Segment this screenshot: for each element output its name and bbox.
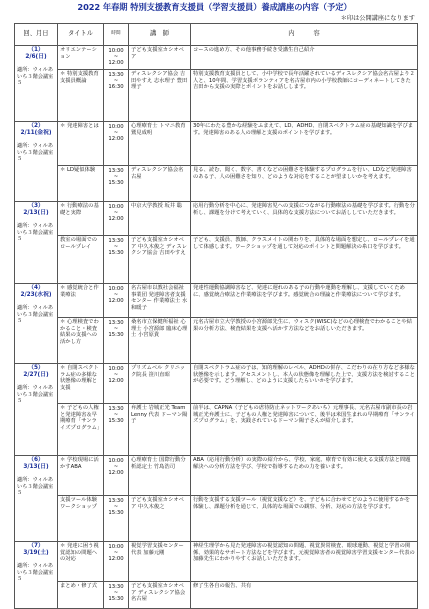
session-time — [104, 70, 129, 122]
session-lecturer: 中京大学教授 坂井 聡 — [129, 202, 191, 236]
session-lecturer: 弁護士 岩城正光 Team Lenny 代表 ドーマン陽子 — [129, 404, 191, 456]
start-time: 13:30 — [108, 406, 124, 412]
session-content: 特別支援教育支援員として、小中学校で長年活躍されているディスレクシア協会名古屋より２人と、10年間、学習支援ボランティアを名古屋市内の小学校教師にコーディネートしてきた吉田から支援の実際とポイントをお話しします。 — [191, 70, 418, 122]
start-time: 13:30 — [108, 584, 124, 590]
session-title: ＊ 心理検査でわかること・検査結果の支援への活かし方 — [58, 318, 104, 364]
end-time: 16:30 — [108, 83, 124, 90]
header-time: 時間 — [104, 24, 129, 46]
session-date-cell — [15, 542, 58, 609]
end-time: 15:30 — [108, 331, 124, 338]
session-date: 3/13(日) — [23, 464, 49, 470]
session-number: （4） — [28, 285, 44, 291]
session-lecturer: 視覚学習支援センター代表 加藤元剛 — [129, 542, 191, 582]
session-date: 2/11(金祝) — [20, 130, 52, 136]
session-number: （7） — [28, 543, 44, 549]
session-row — [15, 46, 418, 70]
session-content: 自閉スペクトラム症の子は、知的理解のレベル、ADHDの併存、こだわりの在り方など多様な状態像を示します。アセスメントし、本人の状態像を理解した上で、支援方法を検討することが必要です。どう理解し、どのように支援したらいいかを学びます。 — [191, 364, 418, 404]
time-separator: ~ — [113, 549, 119, 556]
time-separator: ~ — [113, 243, 119, 250]
session-lecturer: 桑名市立保健所福祉 心理士 小宮源郎 臨床心理士 小宮原貴 — [129, 318, 191, 364]
session-content: コースの進め方、その他事務手続き受講生自己紹介 — [191, 46, 418, 70]
schedule-table — [14, 23, 418, 609]
session-lecturer: ディスレクシア協会名古屋 — [129, 166, 191, 202]
session-content: 元名古屋市立大学教授の小宮源郎先生に、ウィスク(WISC)などの心理検査でわかることや結果の分析方法、検査結果を支援へ活かす方法などをお話しいただきます。 — [191, 318, 418, 364]
time-separator: ~ — [113, 463, 119, 470]
session-title: ＊ 発達に困う視覚認知の問題への対応 — [58, 542, 104, 582]
session-content: 応用行動分析を中心に、発達障害児への支援につながる行動療法の基礎を学びます。行動を分析し、課題を分けて考えていく、具体的な支援方法についてお話ししていただきます。 — [191, 202, 418, 236]
end-time: 15:30 — [108, 509, 124, 516]
end-time: 15:30 — [108, 417, 124, 424]
session-number: （5） — [28, 365, 44, 371]
session-content: 30年にわたる豊かな経験をふまえて、LD、ADHD、自閉スペクトラム症の基礎知識を学びます。発達障害のある人の理解と支援のポイントを学びます。 — [191, 122, 418, 166]
session-row — [15, 404, 418, 456]
session-time — [104, 364, 129, 404]
session-time — [104, 122, 129, 166]
session-time — [104, 202, 129, 236]
schedule-body — [15, 46, 418, 609]
session-content: 発達性運動協調障害など、発達に遅れのある子の行動や運動を理解し、支援していくために、感覚統合療法と作業療法を学びます。感覚統合の理論と作業療法について学びます。 — [191, 284, 418, 318]
session-time — [104, 456, 129, 496]
session-time — [104, 542, 129, 582]
session-date: 2/6(日) — [25, 54, 47, 60]
end-time: 12:00 — [108, 215, 124, 222]
session-title: ＊ 感覚統合と作業療法 — [58, 284, 104, 318]
header-title: タイトル — [58, 24, 104, 46]
session-venue: 適所：ウィルあいち３階会議室５ — [17, 563, 54, 583]
session-title: ＊ 発達障害とは — [58, 122, 104, 166]
header-lecturer: 講 師 — [129, 24, 191, 46]
session-row — [15, 542, 418, 582]
start-time: 10:00 — [108, 544, 124, 550]
time-separator: ~ — [113, 209, 119, 216]
session-time — [104, 496, 129, 542]
end-time: 12:00 — [108, 469, 124, 476]
session-date-cell — [15, 122, 58, 202]
session-title: オリエンテーション — [58, 46, 104, 70]
session-content: 神経生理学から見た発達障害の視覚認知の問題、視覚異常検査、眼球運動、視覚と学習の関係、効果的なサポート方法などを学びます。元視覚障害者の視覚障害学習支援センター代表の加藤先生にわかりやすくお話しいただきます。 — [191, 542, 418, 582]
session-time — [104, 404, 129, 456]
session-row — [15, 122, 418, 166]
session-content: 修了生各自の報告、共有 — [191, 582, 418, 609]
session-date: 3/19(土) — [23, 550, 49, 556]
time-separator: ~ — [113, 77, 119, 84]
time-separator: ~ — [113, 53, 119, 60]
session-row — [15, 236, 418, 284]
session-title: ＊ 自閉スペクトラム症の多様な状態像の理解と支援 — [58, 364, 104, 404]
session-date-cell — [15, 202, 58, 284]
session-lecturer: 子ども支援室カシオペア ディスレクシア協会名古屋 — [129, 582, 191, 609]
session-lecturer: プリズムベル クリニック院長 笹川直昭 — [129, 364, 191, 404]
session-title: 教室の場面でのロールプレイ — [58, 236, 104, 284]
time-separator: ~ — [113, 411, 119, 418]
session-row — [15, 496, 418, 542]
session-lecturer: 子ども支援室カシオペア 中久木俊之 ディスレクシア協会 吉田やすえ — [129, 236, 191, 284]
public-lecture-note: ＊印は公開講座になります — [340, 15, 415, 22]
session-row — [15, 202, 418, 236]
session-date-cell — [15, 46, 58, 122]
time-separator: ~ — [113, 129, 119, 136]
end-time: 12:00 — [108, 135, 124, 142]
session-content: ABA（応用行動分析）の実際の紹介から、学校、家庭、療育で有効に使える支援方法と問題解決への分析方法を学び、学校で指導するための力を養います。 — [191, 456, 418, 496]
time-separator: ~ — [113, 173, 119, 180]
end-time: 12:00 — [108, 59, 124, 66]
session-content: 見る、読む、聞く、数字、書くなどの困難さを体験するプログラムを行い、LDなど発達障害のある子、人の困難さを知り、どのような対応をすることが望ましいかを考えます。 — [191, 166, 418, 202]
session-date-cell — [15, 364, 58, 456]
header-content: 内 容 — [191, 24, 418, 46]
session-content: 行動を支援する支援ツール（視覚支援など）を、子どもに合わせてどのように使用するかを体験し、課題分析を通じて、具体的な場面での観察、分析、対応の方法を学びます。 — [191, 496, 418, 542]
time-separator: ~ — [113, 589, 119, 596]
session-title: ＊ LD疑似体験 — [58, 166, 104, 202]
end-time: 12:00 — [108, 555, 124, 562]
session-venue: 適所：ウィルあいち３階会議室５ — [17, 477, 54, 497]
header-date: 回、月日 — [15, 24, 58, 46]
start-time: 10:00 — [108, 204, 124, 210]
session-venue: 適所：ウィルあいち３階会議室５ — [17, 143, 54, 163]
session-date-cell — [15, 284, 58, 364]
session-title: まとめ・修了式 — [58, 582, 104, 609]
session-time — [104, 284, 129, 318]
session-content: 前半は、CAPNA（子どもの虐待防止ネットワークあいち）元理事長、元名古屋市副市長の岩城正光弁護士に、子どもの人権と発達障害について、後半は米国生まれの早期療育「サンライズプログラム」を、実践されているドーマン陽子さんが紹介します。 — [191, 404, 418, 456]
session-number: （6） — [28, 457, 44, 463]
time-separator: ~ — [113, 325, 119, 332]
session-content: 子ども、支援員、教師、クラスメイトの関わりを、具体的な場面を想定し、ロールプレイを通して体感します。ワークショップを通して対応のポイントと問題解決の糸口を学びます。 — [191, 236, 418, 284]
session-row — [15, 284, 418, 318]
start-time: 10:00 — [108, 458, 124, 464]
session-venue: 適所：ウィルあいち３階会議室５ — [17, 305, 54, 325]
end-time: 15:30 — [108, 249, 124, 256]
session-date: 2/13(日) — [23, 210, 49, 216]
session-row — [15, 318, 418, 364]
start-time: 13:30 — [108, 168, 124, 174]
start-time: 10:00 — [108, 48, 124, 54]
end-time: 12:00 — [108, 377, 124, 384]
start-time: 13:30 — [108, 238, 124, 244]
session-row — [15, 364, 418, 404]
end-time: 15:30 — [108, 595, 124, 602]
session-time — [104, 236, 129, 284]
session-lecturer: ディスレクシア協会 吉田やすえ 志水理子 豊田理子 — [129, 70, 191, 122]
session-time — [104, 582, 129, 609]
session-time — [104, 46, 129, 70]
session-venue: 適所：ウィルあいち３階会議室５ — [17, 385, 54, 405]
session-number: （1） — [28, 47, 44, 53]
session-number: （2） — [28, 123, 44, 129]
session-lecturer: 名古屋市以教社会福祉事業団 発達障害者支援センター 作業療法士 水和暖子 — [129, 284, 191, 318]
session-lecturer: 子ども支援室カシオペア 中久木俊之 — [129, 496, 191, 542]
session-date-cell — [15, 456, 58, 542]
time-separator: ~ — [113, 291, 119, 298]
session-time — [104, 318, 129, 364]
session-row — [15, 166, 418, 202]
session-lecturer: 子ども支援室カシオペア — [129, 46, 191, 70]
start-time: 10:00 — [108, 124, 124, 130]
session-row — [15, 582, 418, 609]
session-venue: 適所：ウィルあいち３階会議室５ — [17, 67, 54, 87]
session-date: 2/23(水祝) — [20, 292, 52, 298]
time-separator: ~ — [113, 371, 119, 378]
session-date: 2/27(日) — [23, 372, 49, 378]
start-time: 13:30 — [108, 72, 124, 78]
page-title: 2022 年春期 特別支援教育支援員（学習支援員）養成講座の内容（予定） — [77, 2, 352, 12]
session-row — [15, 456, 418, 496]
session-lecturer: 心理療育士 トマニ教育 鷲見成明 — [129, 122, 191, 166]
session-number: （3） — [28, 203, 44, 209]
session-title: ＊ 子どもの人権と発達障害＆早期療育「サンライズプログラム」 — [58, 404, 104, 456]
session-time — [104, 166, 129, 202]
start-time: 13:30 — [108, 498, 124, 504]
end-time: 15:30 — [108, 179, 124, 186]
time-separator: ~ — [113, 503, 119, 510]
start-time: 10:00 — [108, 366, 124, 372]
end-time: 12:00 — [108, 297, 124, 304]
session-title: 支援ツール体験ワークショップ — [58, 496, 104, 542]
session-title: ＊ 特別支援教育支援員概論 — [58, 70, 104, 122]
session-title: ＊ 学校現場に活かすABA — [58, 456, 104, 496]
session-title: ＊ 行動療法の基礎と実際 — [58, 202, 104, 236]
start-time: 10:00 — [108, 286, 124, 292]
session-row — [15, 70, 418, 122]
session-lecturer: 心理療育士 国際行動分析認定士 竹島浩司 — [129, 456, 191, 496]
start-time: 13:30 — [108, 320, 124, 326]
session-venue: 適所：ウィルあいち３階会議室５ — [17, 223, 54, 243]
